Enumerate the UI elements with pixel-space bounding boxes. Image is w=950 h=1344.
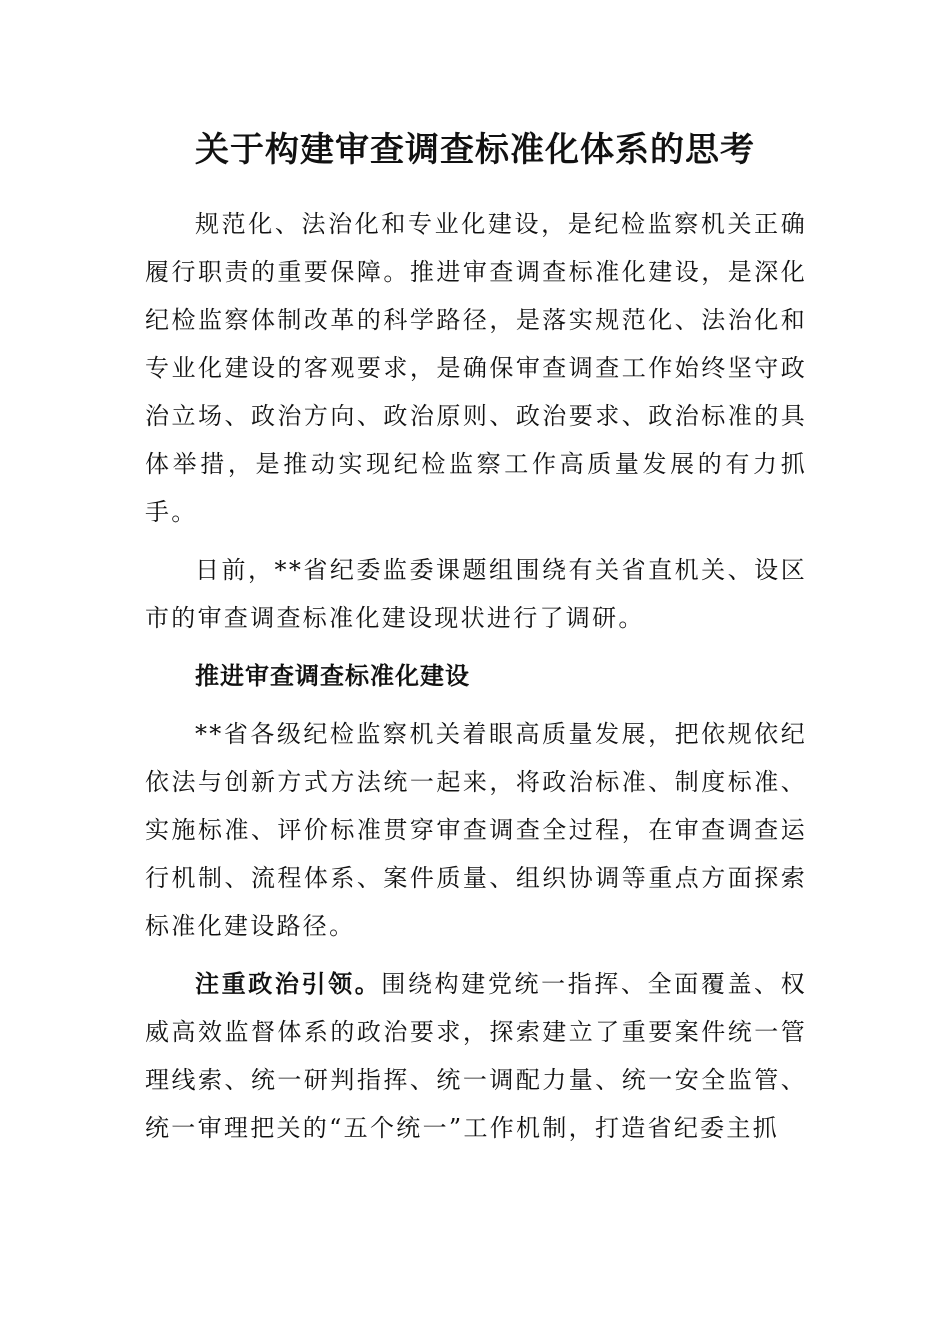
paragraph-political-guidance xyxy=(145,960,807,1152)
paragraph-standardization: **省各级纪检监察机关着眼高质量发展，把依规依纪依法与创新方式方法统一起来，将政治标准、制度标准、实施标准、评价标准贯穿审查调查全过程，在审查调查运行机制、流程体系、案件质量、组织协调等重点方面探索标准化建设路径。 xyxy=(145,720,807,940)
document-body xyxy=(145,200,807,1162)
paragraph-lead-phrase: 注重政治引领。 xyxy=(195,969,382,998)
paragraph-intro: 规范化、法治化和专业化建设，是纪检监察机关正确履行职责的重要保障。推进审查调查标准化建设，是深化纪检监察体制改革的科学路径，是落实规范化、法治化和专业化建设的客观要求，是确保审查调查工作始终坚守政治立场、政治方向、政治原则、政治要求、政治标准的具体举措，是推动实现纪检监察工作高质量发展的有力抓手。 xyxy=(145,210,807,526)
paragraph-survey: 日前，**省纪委监委课题组围绕有关省直机关、设区市的审查调查标准化建设现状进行了调研。 xyxy=(145,556,807,632)
paragraph-body-text: 围绕构建党统一指挥、全面覆盖、权威高效监督体系的政治要求，探索建立了重要案件统一管理线索、统一研判指挥、统一调配力量、统一安全监管、统一审理把关的“五个统一”工作机制，打造省纪委主抓 xyxy=(145,970,807,1142)
section-heading: 推进审查调查标准化建设 xyxy=(195,661,470,690)
document-title: 关于构建审查调查标准化体系的思考 xyxy=(195,130,755,170)
